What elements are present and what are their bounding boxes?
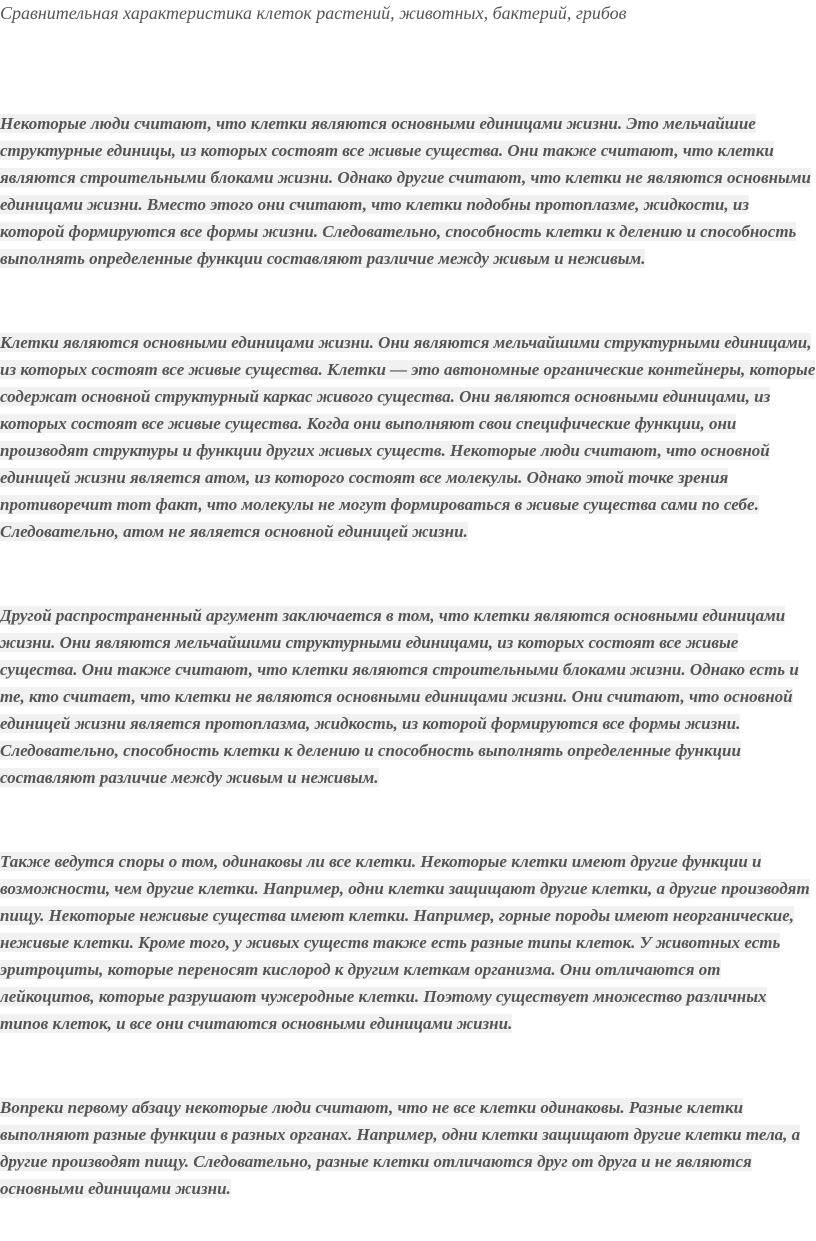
- paragraph-text: Также ведутся споры о том, одинаковы ли все клетки. Некоторые клетки имеют другие функции и возможности, чем другие клетки. Например, одни клетки защищают другие клетки, а другие производят пищу. Некоторые неживые существа имеют клетки. Например, горные породы имеют неорганические, неживые клетки. Кроме того, у живых существ также есть разные типы клеток. У животных есть эритроциты, которые переносят кислород к другим клеткам организма. Они отличаются от лейкоцитов, которые разрушают чужеродные клетки. Поэтому существует множество различных типов клеток, и все они считаются основными единицами жизни.: [0, 852, 810, 1033]
- paragraph-text: Клетки являются основными единицами жизни. Они являются мельчайшими структурными единицами, из которых состоят все живые существа. Клетки — это автономные органические контейнеры, которые содержат основной структурный каркас живого существа. Они являются основными единицами, из которых состоят все живые существа. Когда они выполняют свои специфические функции, они производят структуры и функции других живых существ. Некоторые люди считают, что основной единицей жизни является атом, из которого состоят все молекулы. Однако этой точке зрения противоречит тот факт, что молекулы не могут формироваться в живые существа сами по себе. Следовательно, атом не является основной единицей жизни.: [0, 333, 816, 541]
- paragraph-text: Некоторые люди считают, что клетки являются основными единицами жизни. Это мельчайшие структурные единицы, из которых состоят все живые существа. Они также считают, что клетки являются строительными блоками жизни. Однако другие считают, что клетки не являются основными единицами жизни. Вместо этого они считают, что клетки подобны протоплазме, жидкости, из которой формируются все формы жизни. Следовательно, способность клетки к делению и способность выполнять определенные функции составляют различие между живым и неживым.: [0, 114, 811, 268]
- document-title: Сравнительная характеристика клеток растений, животных, бактерий, грибов: [0, 3, 627, 23]
- paragraph: [0, 110, 816, 272]
- paragraph-text: Другой распространенный аргумент заключается в том, что клетки являются основными единицами жизни. Они являются мельчайшими структурными единицами, из которых состоят все живые существа. Они также считают, что клетки являются строительными блоками жизни. Однако есть и те, кто считает, что клетки не являются основными единицами жизни. Они считают, что основной единицей жизни является протоплазма, жидкость, из которой формируются все формы жизни. Следовательно, способность клетки к делению и способность выполнять определенные функции составляют различие между живым и неживым.: [0, 606, 799, 787]
- paragraph: [0, 329, 816, 545]
- paragraph: [0, 1094, 816, 1202]
- paragraph: [0, 848, 816, 1037]
- paragraph: [0, 602, 816, 791]
- paragraph-text: Вопреки первому абзацу некоторые люди считают, что не все клетки одинаковы. Разные клетки выполняют разные функции в разных органах. Например, одни клетки защищают другие клетки тела, а другие производят пищу. Следовательно, разные клетки отличаются друг от друга и не являются основными единицами жизни.: [0, 1098, 801, 1198]
